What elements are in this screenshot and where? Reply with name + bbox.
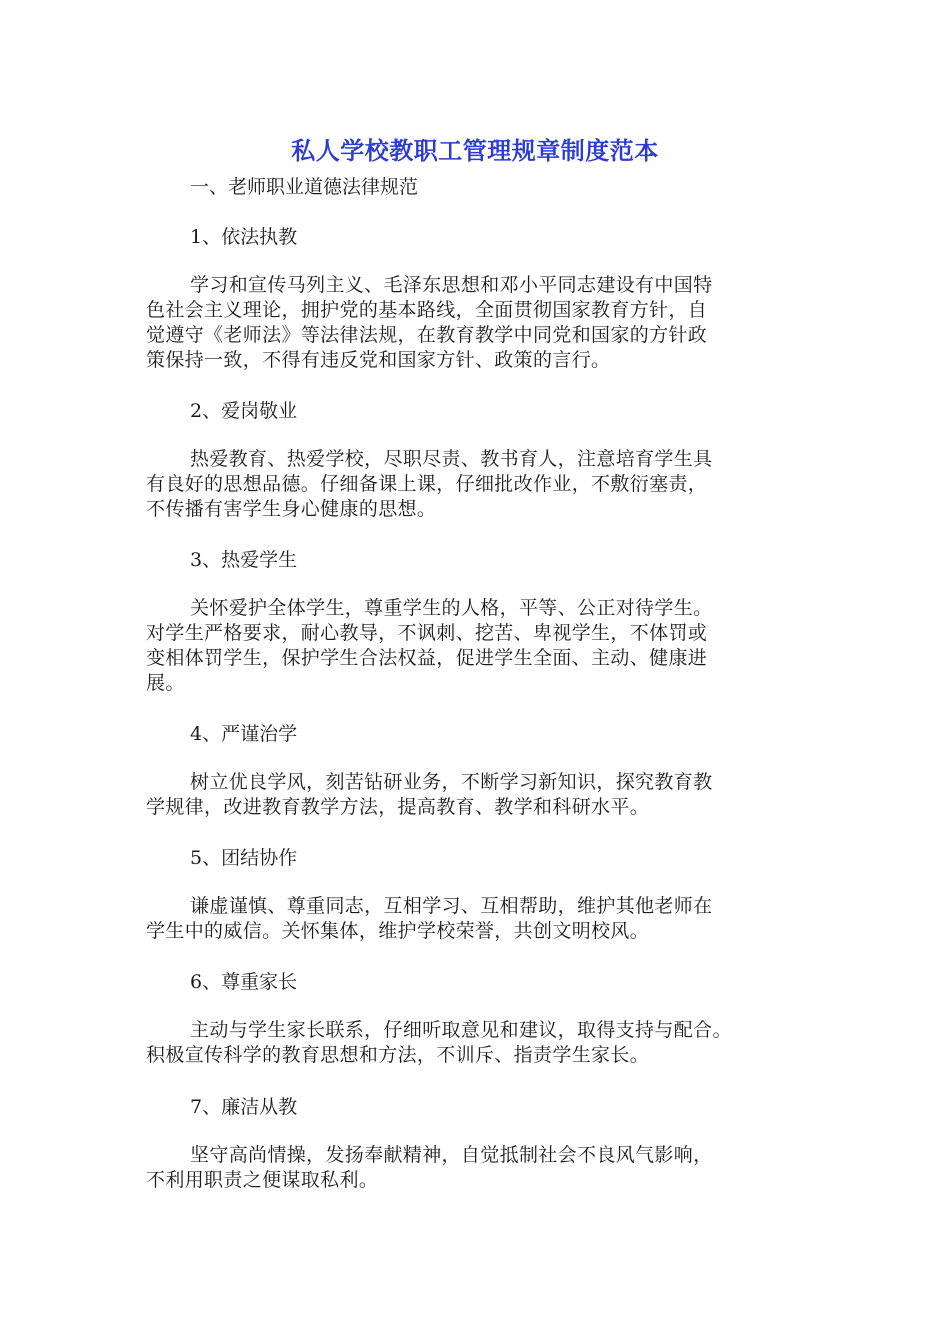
paragraph-line: 积极宣传科学的教育思想和方法，不训斥、指责学生家长。: [146, 1044, 650, 1066]
paragraph-line: 学生中的威信。关怀集体，维护学校荣誉，共创文明校风。: [146, 920, 650, 942]
paragraph-line: 坚守高尚情操，发扬奉献精神，自觉抵制社会不良风气影响，: [190, 1144, 713, 1166]
paragraph-line: 热爱教育、热爱学校，尽职尽责、教书育人，注意培育学生具: [190, 448, 713, 470]
item-heading-5: 5、团结协作: [190, 847, 298, 869]
paragraph-line: 树立优良学风，刻苦钻研业务，不断学习新知识，探究教育教: [190, 771, 713, 793]
paragraph-line: 策保持一致，不得有违反党和国家方针、政策的言行。: [146, 349, 611, 371]
item-heading-7: 7、廉洁从教: [190, 1096, 298, 1118]
paragraph-line: 觉遵守《老师法》等法律法规，在教育教学中同党和国家的方针政: [146, 324, 708, 346]
item-paragraph-5: [146, 894, 818, 944]
item-heading-4: 4、严谨治学: [190, 723, 298, 745]
paragraph-line: 对学生严格要求，耐心教导，不讽刺、挖苦、卑视学生，不体罚或: [146, 622, 708, 644]
item-paragraph-1: [146, 273, 818, 373]
paragraph-line: 色社会主义理论，拥护党的基本路线，全面贯彻国家教育方针，自: [146, 299, 708, 321]
item-paragraph-2: [146, 447, 818, 522]
item-heading-6: 6、尊重家长: [190, 971, 298, 993]
section-heading: 一、老师职业道德法律规范: [190, 176, 419, 198]
paragraph-line: 展。: [146, 672, 185, 694]
paragraph-line: 谦虚谨慎、尊重同志，互相学习、互相帮助，维护其他老师在: [190, 895, 713, 917]
paragraph-line: 主动与学生家长联系，仔细听取意见和建议，取得支持与配合。: [190, 1019, 732, 1041]
paragraph-line: 不传播有害学生身心健康的思想。: [146, 498, 437, 520]
paragraph-line: 学规律，改进教育教学方法，提高教育、教学和科研水平。: [146, 796, 650, 818]
item-paragraph-4: [146, 770, 818, 820]
item-heading-3: 3、热爱学生: [190, 549, 298, 571]
item-paragraph-3: [146, 596, 818, 696]
paragraph-line: 有良好的思想品德。仔细备课上课，仔细批改作业，不敷衍塞责，: [146, 473, 708, 495]
item-heading-2: 2、爱岗敬业: [190, 400, 298, 422]
paragraph-line: 变相体罚学生，保护学生合法权益，促进学生全面、主动、健康进: [146, 647, 708, 669]
item-paragraph-7: [146, 1143, 818, 1193]
paragraph-line: 不利用职责之便谋取私利。: [146, 1169, 379, 1191]
item-paragraph-6: [146, 1018, 818, 1068]
paragraph-line: 关怀爱护全体学生，尊重学生的人格，平等、公正对待学生。: [190, 597, 713, 619]
item-heading-1: 1、依法执教: [190, 226, 298, 248]
paragraph-line: 学习和宣传马列主义、毛泽东思想和邓小平同志建设有中国特: [190, 274, 713, 296]
document-title: 私人学校教职工管理规章制度范本: [291, 137, 659, 165]
